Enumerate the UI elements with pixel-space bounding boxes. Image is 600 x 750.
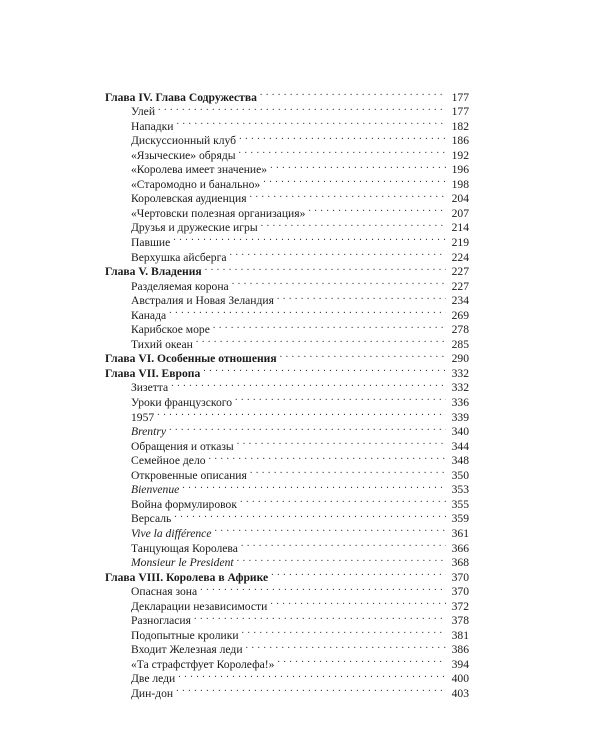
toc-section-title: «Старомодно и банально» — [131, 177, 261, 191]
toc-page-number: 370 — [451, 570, 469, 584]
dot-leader — [250, 464, 446, 479]
toc-chapter-title: Глава V. Владения — [105, 265, 202, 279]
toc-section-title: Обращения и отказы — [131, 439, 234, 453]
toc-page-number: 394 — [451, 657, 469, 671]
toc-section-title: Павшие — [131, 236, 171, 250]
toc-page-number: 353 — [451, 483, 469, 497]
dot-leader — [263, 173, 446, 188]
dot-leader — [232, 275, 446, 290]
dot-leader — [237, 552, 446, 567]
toc-page-number: 186 — [451, 134, 469, 148]
toc-page-number: 234 — [451, 294, 469, 308]
dot-leader — [239, 130, 446, 145]
dot-leader — [157, 406, 446, 421]
toc-section-row — [105, 406, 469, 424]
toc-section-title: Разделяемая корона — [131, 279, 229, 293]
toc-section-title: Зизетта — [131, 381, 169, 395]
toc-chapter-title: Глава IV. Глава Содружества — [105, 90, 257, 104]
dot-leader — [242, 624, 446, 639]
toc-section-row — [105, 421, 469, 439]
toc-page-number: 350 — [451, 468, 469, 482]
toc-section-title: Верхушка айсберга — [131, 250, 227, 264]
toc-section-title: Королевская аудиенция — [131, 192, 247, 206]
toc-page-number: 355 — [451, 497, 469, 511]
dot-leader — [277, 290, 446, 305]
toc-page-number: 372 — [451, 599, 469, 613]
toc-section-title: Разногласия — [131, 614, 191, 628]
dot-leader — [205, 261, 446, 276]
dot-leader — [250, 188, 446, 203]
toc-page-number: 366 — [451, 541, 469, 555]
toc-section-title: Дискуссионный клуб — [131, 134, 237, 148]
toc-section-title: Две леди — [131, 672, 176, 686]
dot-leader — [270, 159, 446, 174]
toc-page-number: 339 — [451, 410, 469, 424]
dot-leader — [182, 479, 446, 494]
toc-section-title: Откровенные описания — [131, 468, 247, 482]
toc-page-number: 207 — [451, 206, 469, 220]
toc-section-title: Подопытные кролики — [131, 628, 239, 642]
toc-page-number: 224 — [451, 250, 469, 264]
dot-leader — [169, 304, 446, 319]
dot-leader — [241, 537, 446, 552]
toc-page-number: 227 — [451, 279, 469, 293]
toc-chapter-title: Глава VII. Европа — [105, 366, 201, 380]
toc-page-number: 269 — [451, 308, 469, 322]
toc-section-title: Нападки — [131, 119, 174, 133]
toc-section-row — [105, 101, 469, 119]
toc-page-number: 403 — [451, 686, 469, 700]
dot-leader — [169, 421, 446, 436]
dot-leader — [308, 202, 446, 217]
toc-page-number: 182 — [451, 119, 469, 133]
dot-leader — [270, 595, 446, 610]
toc-section-title: Monsieur le President — [131, 556, 234, 570]
toc-section-title: Дин-дон — [131, 686, 174, 700]
toc-chapter-title: Глава VI. Особенные отношения — [105, 352, 277, 366]
dot-leader — [240, 493, 446, 508]
toc-page-number: 278 — [451, 323, 469, 337]
toc-page-number: 177 — [451, 90, 469, 104]
toc-page-number: 378 — [451, 614, 469, 628]
dot-leader — [280, 348, 446, 363]
toc-section-title: «Чертовски полезная организация» — [131, 206, 306, 220]
toc-section-title: Версаль — [131, 512, 172, 526]
toc-section-title: Vive la différence — [131, 526, 212, 540]
dot-leader — [196, 333, 446, 348]
toc-section-title: Опасная зона — [131, 585, 198, 599]
dot-leader — [235, 391, 446, 406]
toc-section-title: Семейное дело — [131, 454, 206, 468]
toc-section-title: Тихий океан — [131, 337, 193, 351]
dot-leader — [203, 362, 446, 377]
toc-section-title: Bienvenue — [131, 483, 180, 497]
dot-leader — [277, 653, 446, 668]
toc-page-number: 336 — [451, 396, 469, 410]
toc-section-row — [105, 115, 469, 133]
toc-page-number: 400 — [451, 672, 469, 686]
toc-section-title: Улей — [131, 105, 156, 119]
dot-leader — [158, 101, 446, 116]
table-of-contents — [105, 86, 469, 700]
dot-leader — [239, 144, 446, 159]
toc-section-title: Декларации независимости — [131, 599, 268, 613]
toc-section-title: Brentry — [131, 425, 166, 439]
dot-leader — [200, 581, 446, 596]
toc-section-title: «Та страфстфует Королефа!» — [131, 657, 275, 671]
dot-leader — [173, 231, 446, 246]
toc-chapter-title: Глава VIII. Королева в Африке — [105, 570, 269, 584]
toc-page-number: 332 — [451, 381, 469, 395]
toc-page-number: 344 — [451, 439, 469, 453]
toc-section-title: «Королева имеет значение» — [131, 163, 268, 177]
toc-page-number: 204 — [451, 192, 469, 206]
dot-leader — [171, 377, 446, 392]
dot-leader — [246, 639, 446, 654]
toc-section-title: «Языческие» обряды — [131, 148, 236, 162]
toc-page-number: 348 — [451, 454, 469, 468]
toc-section-title: Австралия и Новая Зеландия — [131, 294, 274, 308]
dot-leader — [214, 522, 446, 537]
dot-leader — [229, 246, 446, 261]
toc-page-number: 290 — [451, 352, 469, 366]
dot-leader — [209, 450, 446, 465]
toc-section-title: Танцующая Королева — [131, 541, 238, 555]
toc-page-number: 361 — [451, 526, 469, 540]
toc-chapter-row — [105, 86, 469, 104]
toc-page-number: 214 — [451, 221, 469, 235]
dot-leader — [176, 115, 446, 130]
dot-leader — [174, 508, 446, 523]
toc-page-number: 196 — [451, 163, 469, 177]
toc-page-number: 219 — [451, 236, 469, 250]
dot-leader — [213, 319, 446, 334]
toc-page-number: 370 — [451, 585, 469, 599]
toc-page-number: 285 — [451, 337, 469, 351]
dot-leader — [237, 435, 446, 450]
toc-section-title: Карибское море — [131, 323, 210, 337]
toc-section-title: Канада — [131, 308, 167, 322]
toc-page-number: 368 — [451, 556, 469, 570]
toc-page-number: 192 — [451, 148, 469, 162]
dot-leader — [261, 217, 446, 232]
toc-page-number: 177 — [451, 105, 469, 119]
dot-leader — [260, 86, 446, 101]
toc-page-number: 198 — [451, 177, 469, 191]
dot-leader — [194, 610, 446, 625]
toc-section-title: Война формулировок — [131, 497, 237, 511]
toc-section-title: Друзья и дружеские игры — [131, 221, 258, 235]
toc-page-number: 386 — [451, 643, 469, 657]
toc-page-number: 359 — [451, 512, 469, 526]
toc-page-number: 332 — [451, 366, 469, 380]
dot-leader — [271, 566, 446, 581]
dot-leader — [176, 682, 446, 697]
toc-section-title: Входит Железная леди — [131, 643, 243, 657]
toc-page-number: 381 — [451, 628, 469, 642]
toc-page-number: 227 — [451, 265, 469, 279]
toc-section-title: 1957 — [131, 410, 155, 424]
dot-leader — [178, 668, 446, 683]
toc-page-number: 340 — [451, 425, 469, 439]
toc-section-title: Уроки французского — [131, 396, 233, 410]
